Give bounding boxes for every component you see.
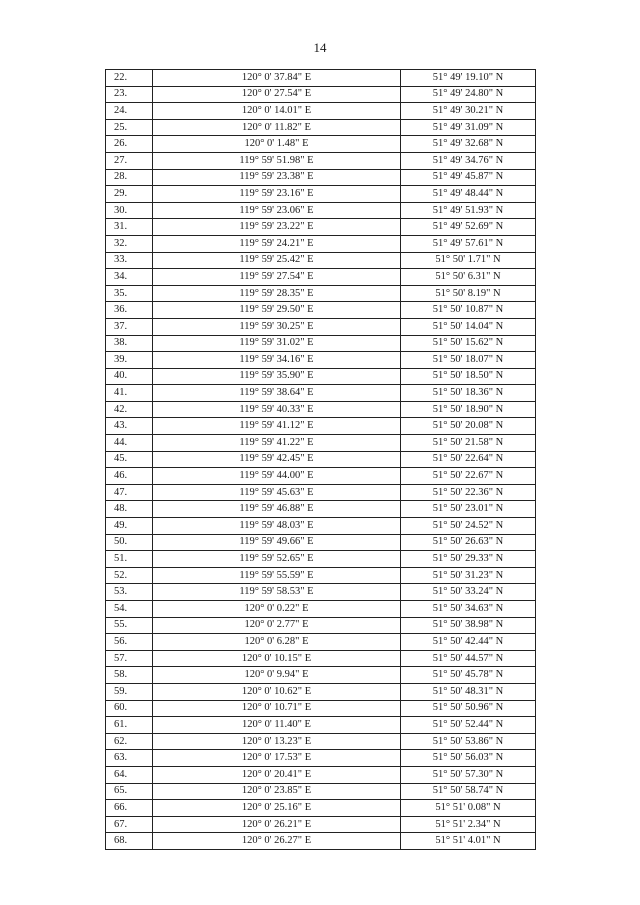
latitude-cell: 51° 50' 48.31" N [401, 683, 536, 700]
point-number-cell: 26. [106, 136, 153, 153]
table-row [106, 484, 536, 501]
table-row [106, 368, 536, 385]
table-row [106, 750, 536, 767]
latitude-cell: 51° 50' 45.78" N [401, 667, 536, 684]
latitude-cell: 51° 49' 57.61" N [401, 235, 536, 252]
latitude-cell: 51° 49' 48.44" N [401, 186, 536, 203]
point-number-cell: 31. [106, 219, 153, 236]
table-row [106, 302, 536, 319]
point-number-cell: 33. [106, 252, 153, 269]
point-number-cell: 32. [106, 235, 153, 252]
point-number-cell: 60. [106, 700, 153, 717]
latitude-cell: 51° 49' 19.10" N [401, 70, 536, 87]
point-number-cell: 30. [106, 202, 153, 219]
latitude-cell: 51° 50' 42.44" N [401, 634, 536, 651]
table-row [106, 584, 536, 601]
point-number-cell: 34. [106, 269, 153, 286]
latitude-cell: 51° 50' 50.96" N [401, 700, 536, 717]
latitude-cell: 51° 50' 23.01" N [401, 501, 536, 518]
table-row [106, 401, 536, 418]
latitude-cell: 51° 49' 24.80" N [401, 86, 536, 103]
point-number-cell: 64. [106, 766, 153, 783]
point-number-cell: 54. [106, 601, 153, 618]
longitude-cell: 119° 59' 41.12" E [153, 418, 401, 435]
longitude-cell: 120° 0' 0.22" E [153, 601, 401, 618]
point-number-cell: 52. [106, 567, 153, 584]
table-row [106, 551, 536, 568]
point-number-cell: 39. [106, 352, 153, 369]
point-number-cell: 50. [106, 534, 153, 551]
longitude-cell: 119° 59' 58.53" E [153, 584, 401, 601]
longitude-cell: 119° 59' 28.35" E [153, 285, 401, 302]
latitude-cell: 51° 50' 34.63" N [401, 601, 536, 618]
table-row [106, 816, 536, 833]
latitude-cell: 51° 50' 29.33" N [401, 551, 536, 568]
latitude-cell: 51° 50' 1.71" N [401, 252, 536, 269]
point-number-cell: 58. [106, 667, 153, 684]
latitude-cell: 51° 50' 22.67" N [401, 468, 536, 485]
latitude-cell: 51° 49' 32.68" N [401, 136, 536, 153]
longitude-cell: 119° 59' 25.42" E [153, 252, 401, 269]
point-number-cell: 38. [106, 335, 153, 352]
point-number-cell: 43. [106, 418, 153, 435]
point-number-cell: 47. [106, 484, 153, 501]
table-row [106, 783, 536, 800]
table-row [106, 202, 536, 219]
latitude-cell: 51° 49' 31.09" N [401, 119, 536, 136]
table-row [106, 352, 536, 369]
longitude-cell: 119° 59' 23.22" E [153, 219, 401, 236]
table-row [106, 700, 536, 717]
latitude-cell: 51° 50' 21.58" N [401, 435, 536, 452]
longitude-cell: 120° 0' 20.41" E [153, 766, 401, 783]
latitude-cell: 51° 50' 31.23" N [401, 567, 536, 584]
longitude-cell: 120° 0' 11.40" E [153, 717, 401, 734]
table-row [106, 103, 536, 120]
longitude-cell: 119° 59' 27.54" E [153, 269, 401, 286]
point-number-cell: 59. [106, 683, 153, 700]
longitude-cell: 119° 59' 42.45" E [153, 451, 401, 468]
point-number-cell: 53. [106, 584, 153, 601]
longitude-cell: 120° 0' 10.71" E [153, 700, 401, 717]
latitude-cell: 51° 50' 18.90" N [401, 401, 536, 418]
point-number-cell: 62. [106, 733, 153, 750]
latitude-cell: 51° 50' 56.03" N [401, 750, 536, 767]
table-row [106, 800, 536, 817]
point-number-cell: 25. [106, 119, 153, 136]
latitude-cell: 51° 50' 15.62" N [401, 335, 536, 352]
latitude-cell: 51° 49' 45.87" N [401, 169, 536, 186]
point-number-cell: 49. [106, 518, 153, 535]
longitude-cell: 120° 0' 13.23" E [153, 733, 401, 750]
longitude-cell: 119° 59' 55.59" E [153, 567, 401, 584]
table-row [106, 285, 536, 302]
longitude-cell: 119° 59' 24.21" E [153, 235, 401, 252]
latitude-cell: 51° 49' 52.69" N [401, 219, 536, 236]
point-number-cell: 63. [106, 750, 153, 767]
longitude-cell: 119° 59' 52.65" E [153, 551, 401, 568]
table-row [106, 136, 536, 153]
longitude-cell: 120° 0' 10.62" E [153, 683, 401, 700]
longitude-cell: 120° 0' 25.16" E [153, 800, 401, 817]
longitude-cell: 119° 59' 51.98" E [153, 152, 401, 169]
latitude-cell: 51° 50' 58.74" N [401, 783, 536, 800]
table-row [106, 468, 536, 485]
latitude-cell: 51° 49' 34.76" N [401, 152, 536, 169]
latitude-cell: 51° 50' 22.64" N [401, 451, 536, 468]
table-row [106, 169, 536, 186]
point-number-cell: 65. [106, 783, 153, 800]
longitude-cell: 120° 0' 11.82" E [153, 119, 401, 136]
point-number-cell: 36. [106, 302, 153, 319]
longitude-cell: 119° 59' 23.06" E [153, 202, 401, 219]
longitude-cell: 120° 0' 37.84" E [153, 70, 401, 87]
latitude-cell: 51° 50' 18.50" N [401, 368, 536, 385]
longitude-cell: 119° 59' 34.16" E [153, 352, 401, 369]
point-number-cell: 56. [106, 634, 153, 651]
table-row [106, 518, 536, 535]
latitude-cell: 51° 50' 57.30" N [401, 766, 536, 783]
longitude-cell: 119° 59' 30.25" E [153, 318, 401, 335]
latitude-cell: 51° 50' 33.24" N [401, 584, 536, 601]
table-row [106, 252, 536, 269]
latitude-cell: 51° 49' 51.93" N [401, 202, 536, 219]
latitude-cell: 51° 50' 6.31" N [401, 269, 536, 286]
longitude-cell: 119° 59' 29.50" E [153, 302, 401, 319]
point-number-cell: 42. [106, 401, 153, 418]
table-row [106, 451, 536, 468]
longitude-cell: 120° 0' 27.54" E [153, 86, 401, 103]
longitude-cell: 120° 0' 6.28" E [153, 634, 401, 651]
coordinates-table-body [106, 70, 536, 850]
table-row [106, 534, 536, 551]
table-row [106, 186, 536, 203]
longitude-cell: 120° 0' 14.01" E [153, 103, 401, 120]
longitude-cell: 119° 59' 45.63" E [153, 484, 401, 501]
longitude-cell: 119° 59' 23.38" E [153, 169, 401, 186]
latitude-cell: 51° 50' 26.63" N [401, 534, 536, 551]
point-number-cell: 22. [106, 70, 153, 87]
point-number-cell: 24. [106, 103, 153, 120]
point-number-cell: 67. [106, 816, 153, 833]
table-row [106, 717, 536, 734]
longitude-cell: 119° 59' 48.03" E [153, 518, 401, 535]
table-row [106, 86, 536, 103]
table-row [106, 152, 536, 169]
longitude-cell: 119° 59' 46.88" E [153, 501, 401, 518]
table-row [106, 385, 536, 402]
longitude-cell: 119° 59' 38.64" E [153, 385, 401, 402]
longitude-cell: 119° 59' 40.33" E [153, 401, 401, 418]
point-number-cell: 57. [106, 650, 153, 667]
point-number-cell: 29. [106, 186, 153, 203]
table-row [106, 634, 536, 651]
point-number-cell: 28. [106, 169, 153, 186]
longitude-cell: 119° 59' 23.16" E [153, 186, 401, 203]
longitude-cell: 120° 0' 1.48" E [153, 136, 401, 153]
point-number-cell: 55. [106, 617, 153, 634]
point-number-cell: 44. [106, 435, 153, 452]
point-number-cell: 35. [106, 285, 153, 302]
point-number-cell: 41. [106, 385, 153, 402]
table-row [106, 683, 536, 700]
table-row [106, 418, 536, 435]
latitude-cell: 51° 50' 8.19" N [401, 285, 536, 302]
table-row [106, 766, 536, 783]
table-row [106, 833, 536, 850]
table-row [106, 119, 536, 136]
point-number-cell: 61. [106, 717, 153, 734]
longitude-cell: 119° 59' 31.02" E [153, 335, 401, 352]
longitude-cell: 119° 59' 41.22" E [153, 435, 401, 452]
longitude-cell: 119° 59' 35.90" E [153, 368, 401, 385]
latitude-cell: 51° 50' 22.36" N [401, 484, 536, 501]
table-row [106, 235, 536, 252]
table-row [106, 601, 536, 618]
latitude-cell: 51° 50' 38.98" N [401, 617, 536, 634]
point-number-cell: 48. [106, 501, 153, 518]
table-row [106, 269, 536, 286]
point-number-cell: 27. [106, 152, 153, 169]
latitude-cell: 51° 51' 0.08" N [401, 800, 536, 817]
longitude-cell: 120° 0' 26.21" E [153, 816, 401, 833]
longitude-cell: 120° 0' 9.94" E [153, 667, 401, 684]
latitude-cell: 51° 50' 53.86" N [401, 733, 536, 750]
latitude-cell: 51° 50' 10.87" N [401, 302, 536, 319]
point-number-cell: 23. [106, 86, 153, 103]
latitude-cell: 51° 50' 52.44" N [401, 717, 536, 734]
point-number-cell: 46. [106, 468, 153, 485]
table-row [106, 435, 536, 452]
latitude-cell: 51° 50' 18.07" N [401, 352, 536, 369]
longitude-cell: 120° 0' 26.27" E [153, 833, 401, 850]
table-row [106, 567, 536, 584]
longitude-cell: 119° 59' 49.66" E [153, 534, 401, 551]
table-row [106, 733, 536, 750]
latitude-cell: 51° 50' 14.04" N [401, 318, 536, 335]
latitude-cell: 51° 50' 24.52" N [401, 518, 536, 535]
table-row [106, 219, 536, 236]
point-number-cell: 66. [106, 800, 153, 817]
point-number-cell: 45. [106, 451, 153, 468]
point-number-cell: 51. [106, 551, 153, 568]
latitude-cell: 51° 51' 4.01" N [401, 833, 536, 850]
latitude-cell: 51° 50' 44.57" N [401, 650, 536, 667]
longitude-cell: 119° 59' 44.00" E [153, 468, 401, 485]
page-number: 14 [313, 40, 327, 55]
table-row [106, 70, 536, 87]
table-row [106, 650, 536, 667]
latitude-cell: 51° 49' 30.21" N [401, 103, 536, 120]
longitude-cell: 120° 0' 17.53" E [153, 750, 401, 767]
coordinates-table [105, 69, 536, 850]
longitude-cell: 120° 0' 10.15" E [153, 650, 401, 667]
point-number-cell: 40. [106, 368, 153, 385]
latitude-cell: 51° 51' 2.34" N [401, 816, 536, 833]
table-row [106, 318, 536, 335]
latitude-cell: 51° 50' 20.08" N [401, 418, 536, 435]
table-row [106, 667, 536, 684]
table-row [106, 501, 536, 518]
point-number-cell: 68. [106, 833, 153, 850]
table-row [106, 335, 536, 352]
longitude-cell: 120° 0' 2.77" E [153, 617, 401, 634]
latitude-cell: 51° 50' 18.36" N [401, 385, 536, 402]
longitude-cell: 120° 0' 23.85" E [153, 783, 401, 800]
point-number-cell: 37. [106, 318, 153, 335]
table-row [106, 617, 536, 634]
